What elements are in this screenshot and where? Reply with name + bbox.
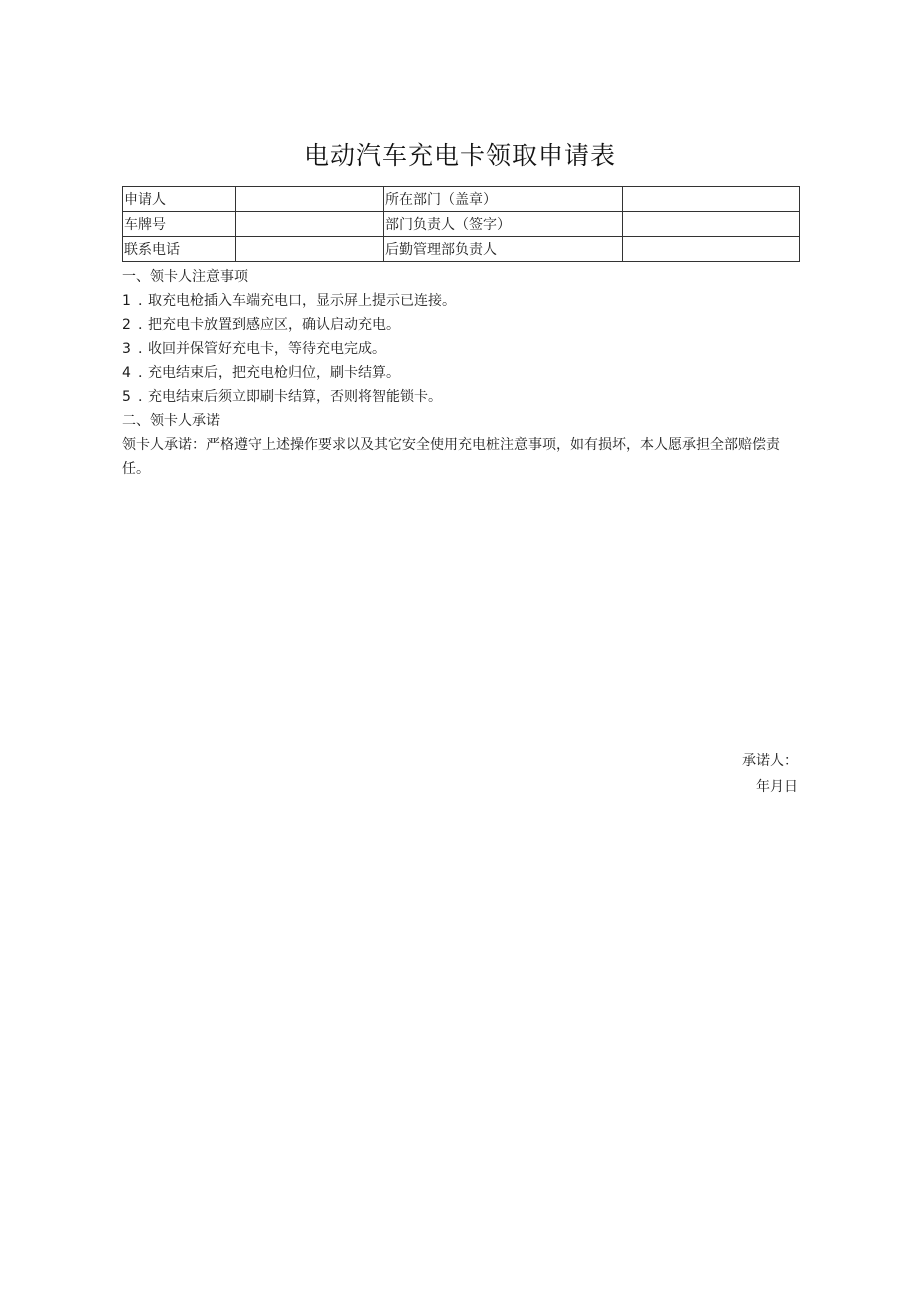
phone-label: 联系电话	[123, 237, 236, 262]
list-item-number: 2	[122, 317, 131, 333]
table-row	[123, 237, 800, 262]
table-row	[123, 187, 800, 212]
application-form-table	[122, 186, 800, 262]
list-item-number: 3	[122, 341, 131, 357]
commitment-text: 领卡人承诺：严格遵守上述操作要求以及其它安全使用充电桩注意事项，如有损坏，本人愿承担全部赔偿责任。	[122, 437, 780, 477]
table-row	[123, 212, 800, 237]
promisor-label: 承诺人：	[742, 753, 798, 769]
applicant-label: 申请人	[123, 187, 236, 212]
logistics-head-label: 后勤管理部负责人	[384, 237, 623, 262]
document-title: 电动汽车充电卡领取申请表	[303, 141, 616, 170]
list-item-text: 充电结束后须立即刷卡结算，否则将智能锁卡。	[148, 389, 442, 405]
plate-number-label: 车牌号	[123, 212, 236, 237]
list-item: 3 . 收回并保管好充电卡，等待充电完成。	[122, 337, 802, 361]
department-head-signature-field[interactable]	[623, 212, 800, 237]
list-item-number: 1	[122, 293, 131, 309]
list-item-text: 收回并保管好充电卡，等待充电完成。	[148, 341, 386, 357]
applicant-field[interactable]	[236, 187, 384, 212]
list-item-number: 5	[122, 389, 131, 405]
notice-section	[122, 265, 802, 481]
list-item: 2 . 把充电卡放置到感应区，确认启动充电。	[122, 313, 802, 337]
department-stamp-label: 所在部门（盖章）	[384, 187, 623, 212]
list-item: 1 . 取充电枪插入车端充电口，显示屏上提示已连接。	[122, 289, 802, 313]
commitment-heading: 二、领卡人承诺	[122, 413, 220, 429]
logistics-head-field[interactable]	[623, 237, 800, 262]
date-label: 年月日	[756, 779, 798, 795]
plate-number-field[interactable]	[236, 212, 384, 237]
list-item-text: 充电结束后，把充电枪归位，刷卡结算。	[148, 365, 400, 381]
department-head-signature-label: 部门负责人（签字）	[384, 212, 623, 237]
department-stamp-field[interactable]	[623, 187, 800, 212]
list-item-number: 4	[122, 365, 131, 381]
list-item: 4 . 充电结束后，把充电枪归位，刷卡结算。	[122, 361, 802, 385]
list-item: 5 . 充电结束后须立即刷卡结算，否则将智能锁卡。	[122, 385, 802, 409]
list-item-text: 取充电枪插入车端充电口，显示屏上提示已连接。	[148, 293, 456, 309]
phone-field[interactable]	[236, 237, 384, 262]
notice-heading: 一、领卡人注意事项	[122, 269, 248, 285]
list-item-text: 把充电卡放置到感应区，确认启动充电。	[148, 317, 400, 333]
